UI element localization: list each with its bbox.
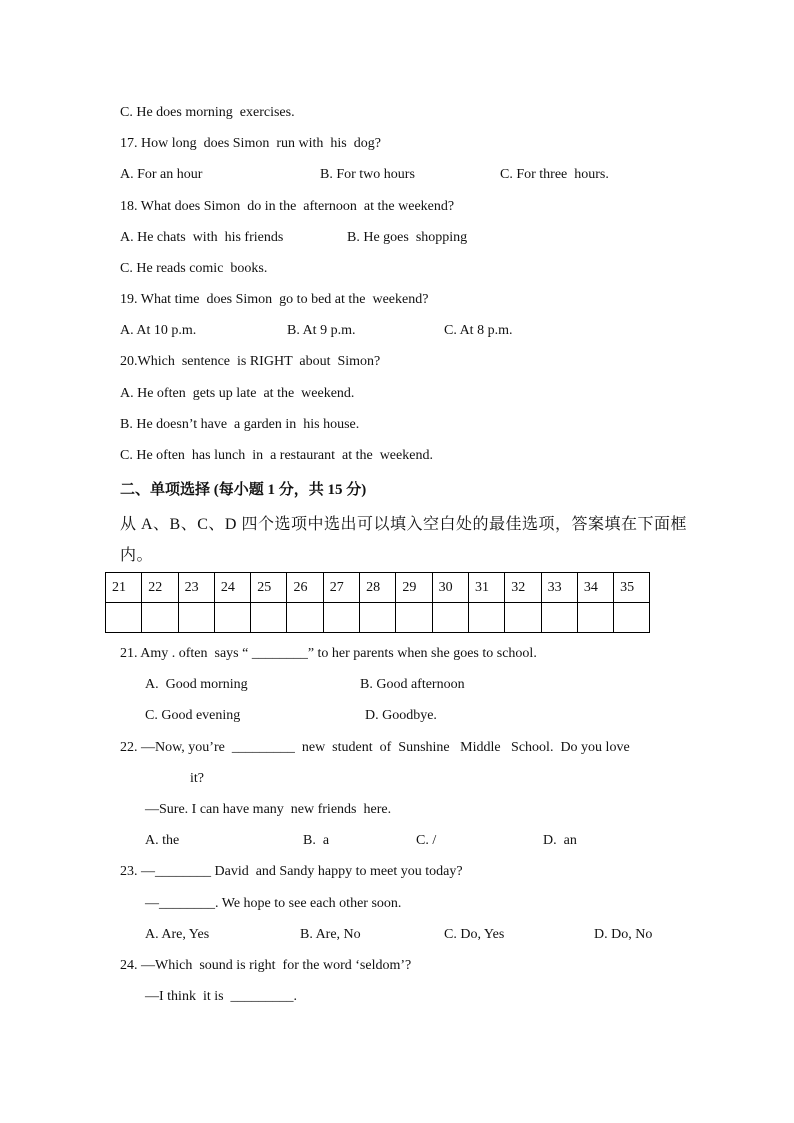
answer-cell[interactable] xyxy=(505,603,541,633)
section-heading: 二、单项选择 (每小题 1 分，共 15 分) xyxy=(120,482,367,498)
answer-number: 28 xyxy=(360,573,396,603)
answer-cell[interactable] xyxy=(614,603,650,633)
answer-number: 26 xyxy=(287,573,323,603)
section-instruction-line2: 内。 xyxy=(120,547,154,564)
answer-number: 31 xyxy=(468,573,504,603)
q19-question: 19. What time does Simon go to bed at the weekend? xyxy=(120,292,429,307)
q21-option-a: A. Good morning xyxy=(145,677,248,692)
answer-number: 30 xyxy=(432,573,468,603)
q24-question: 24. —Which sound is right for the word ‘seldom’? xyxy=(120,958,412,973)
answer-cell[interactable] xyxy=(541,603,577,633)
q20-option-a: A. He often gets up late at the weekend. xyxy=(120,386,355,401)
answer-number: 29 xyxy=(396,573,432,603)
q23-reply: —________. We hope to see each other soon. xyxy=(145,896,402,911)
q18-option-b: B. He goes shopping xyxy=(347,230,468,245)
q17-option-c: C. For three hours. xyxy=(500,167,609,182)
q23-option-c: C. Do, Yes xyxy=(444,927,505,942)
q19-option-b: B. At 9 p.m. xyxy=(287,323,356,338)
q21-option-b: B. Good afternoon xyxy=(360,677,465,692)
q23-option-a: A. Are, Yes xyxy=(145,927,210,942)
q17-question: 17. How long does Simon run with his dog? xyxy=(120,136,381,151)
q20-option-b: B. He doesn’t have a garden in his house. xyxy=(120,417,360,432)
q23-option-b: B. Are, No xyxy=(300,927,361,942)
answer-cell[interactable] xyxy=(396,603,432,633)
q18-option-c: C. He reads comic books. xyxy=(120,261,268,276)
q22-question-line1: 22. —Now, you’re _________ new student of Sunshine Middle School. Do you love xyxy=(120,740,630,755)
answer-cell[interactable] xyxy=(251,603,287,633)
answer-cell[interactable] xyxy=(323,603,359,633)
answer-number: 25 xyxy=(251,573,287,603)
q17-option-b: B. For two hours xyxy=(320,167,415,182)
q22-question-line2: it? xyxy=(190,771,204,786)
q22-option-d: D. an xyxy=(543,833,577,848)
q22-reply: —Sure. I can have many new friends here. xyxy=(145,802,392,817)
answer-cell[interactable] xyxy=(577,603,613,633)
answer-number: 32 xyxy=(505,573,541,603)
section-instruction-line1: 从 A、B、C、D 四个选项中选出可以填入空白处的最佳选项，答案填在下面框 xyxy=(120,516,687,533)
answer-number: 35 xyxy=(614,573,650,603)
q18-option-a: A. He chats with his friends xyxy=(120,230,284,245)
answer-cell[interactable] xyxy=(178,603,214,633)
q19-option-a: A. At 10 p.m. xyxy=(120,323,197,338)
answer-cell[interactable] xyxy=(106,603,142,633)
q18-question: 18. What does Simon do in the afternoon at the weekend? xyxy=(120,199,455,214)
q24-reply: —I think it is _________. xyxy=(145,989,298,1004)
q23-question: 23. —________ David and Sandy happy to meet you today? xyxy=(120,864,463,879)
answer-cell[interactable] xyxy=(432,603,468,633)
q21-option-d: D. Goodbye. xyxy=(365,708,437,723)
answer-table-blank-row xyxy=(106,603,650,633)
q22-option-c: C. / xyxy=(416,833,437,848)
answer-number: 23 xyxy=(178,573,214,603)
answer-number: 22 xyxy=(142,573,178,603)
q17-option-a: A. For an hour xyxy=(120,167,203,182)
answer-cell[interactable] xyxy=(287,603,323,633)
q20-option-c: C. He often has lunch in a restaurant at the weekend. xyxy=(120,448,433,463)
answer-number: 34 xyxy=(577,573,613,603)
answer-cell[interactable] xyxy=(142,603,178,633)
q16-option-c: C. He does morning exercises. xyxy=(120,105,295,120)
answer-cell[interactable] xyxy=(214,603,250,633)
answer-number: 24 xyxy=(214,573,250,603)
answer-number: 33 xyxy=(541,573,577,603)
answer-number: 27 xyxy=(323,573,359,603)
answer-table xyxy=(105,572,650,633)
answer-cell[interactable] xyxy=(468,603,504,633)
q19-option-c: C. At 8 p.m. xyxy=(444,323,513,338)
q23-option-d: D. Do, No xyxy=(594,927,653,942)
q22-option-a: A. the xyxy=(145,833,180,848)
q20-question: 20.Which sentence is RIGHT about Simon? xyxy=(120,354,381,369)
q22-option-b: B. a xyxy=(303,833,330,848)
q21-option-c: C. Good evening xyxy=(145,708,241,723)
q21-question: 21. Amy . often says “ ________” to her parents when she goes to school. xyxy=(120,646,537,661)
answer-table-number-row xyxy=(106,573,650,603)
answer-number: 21 xyxy=(106,573,142,603)
answer-cell[interactable] xyxy=(360,603,396,633)
